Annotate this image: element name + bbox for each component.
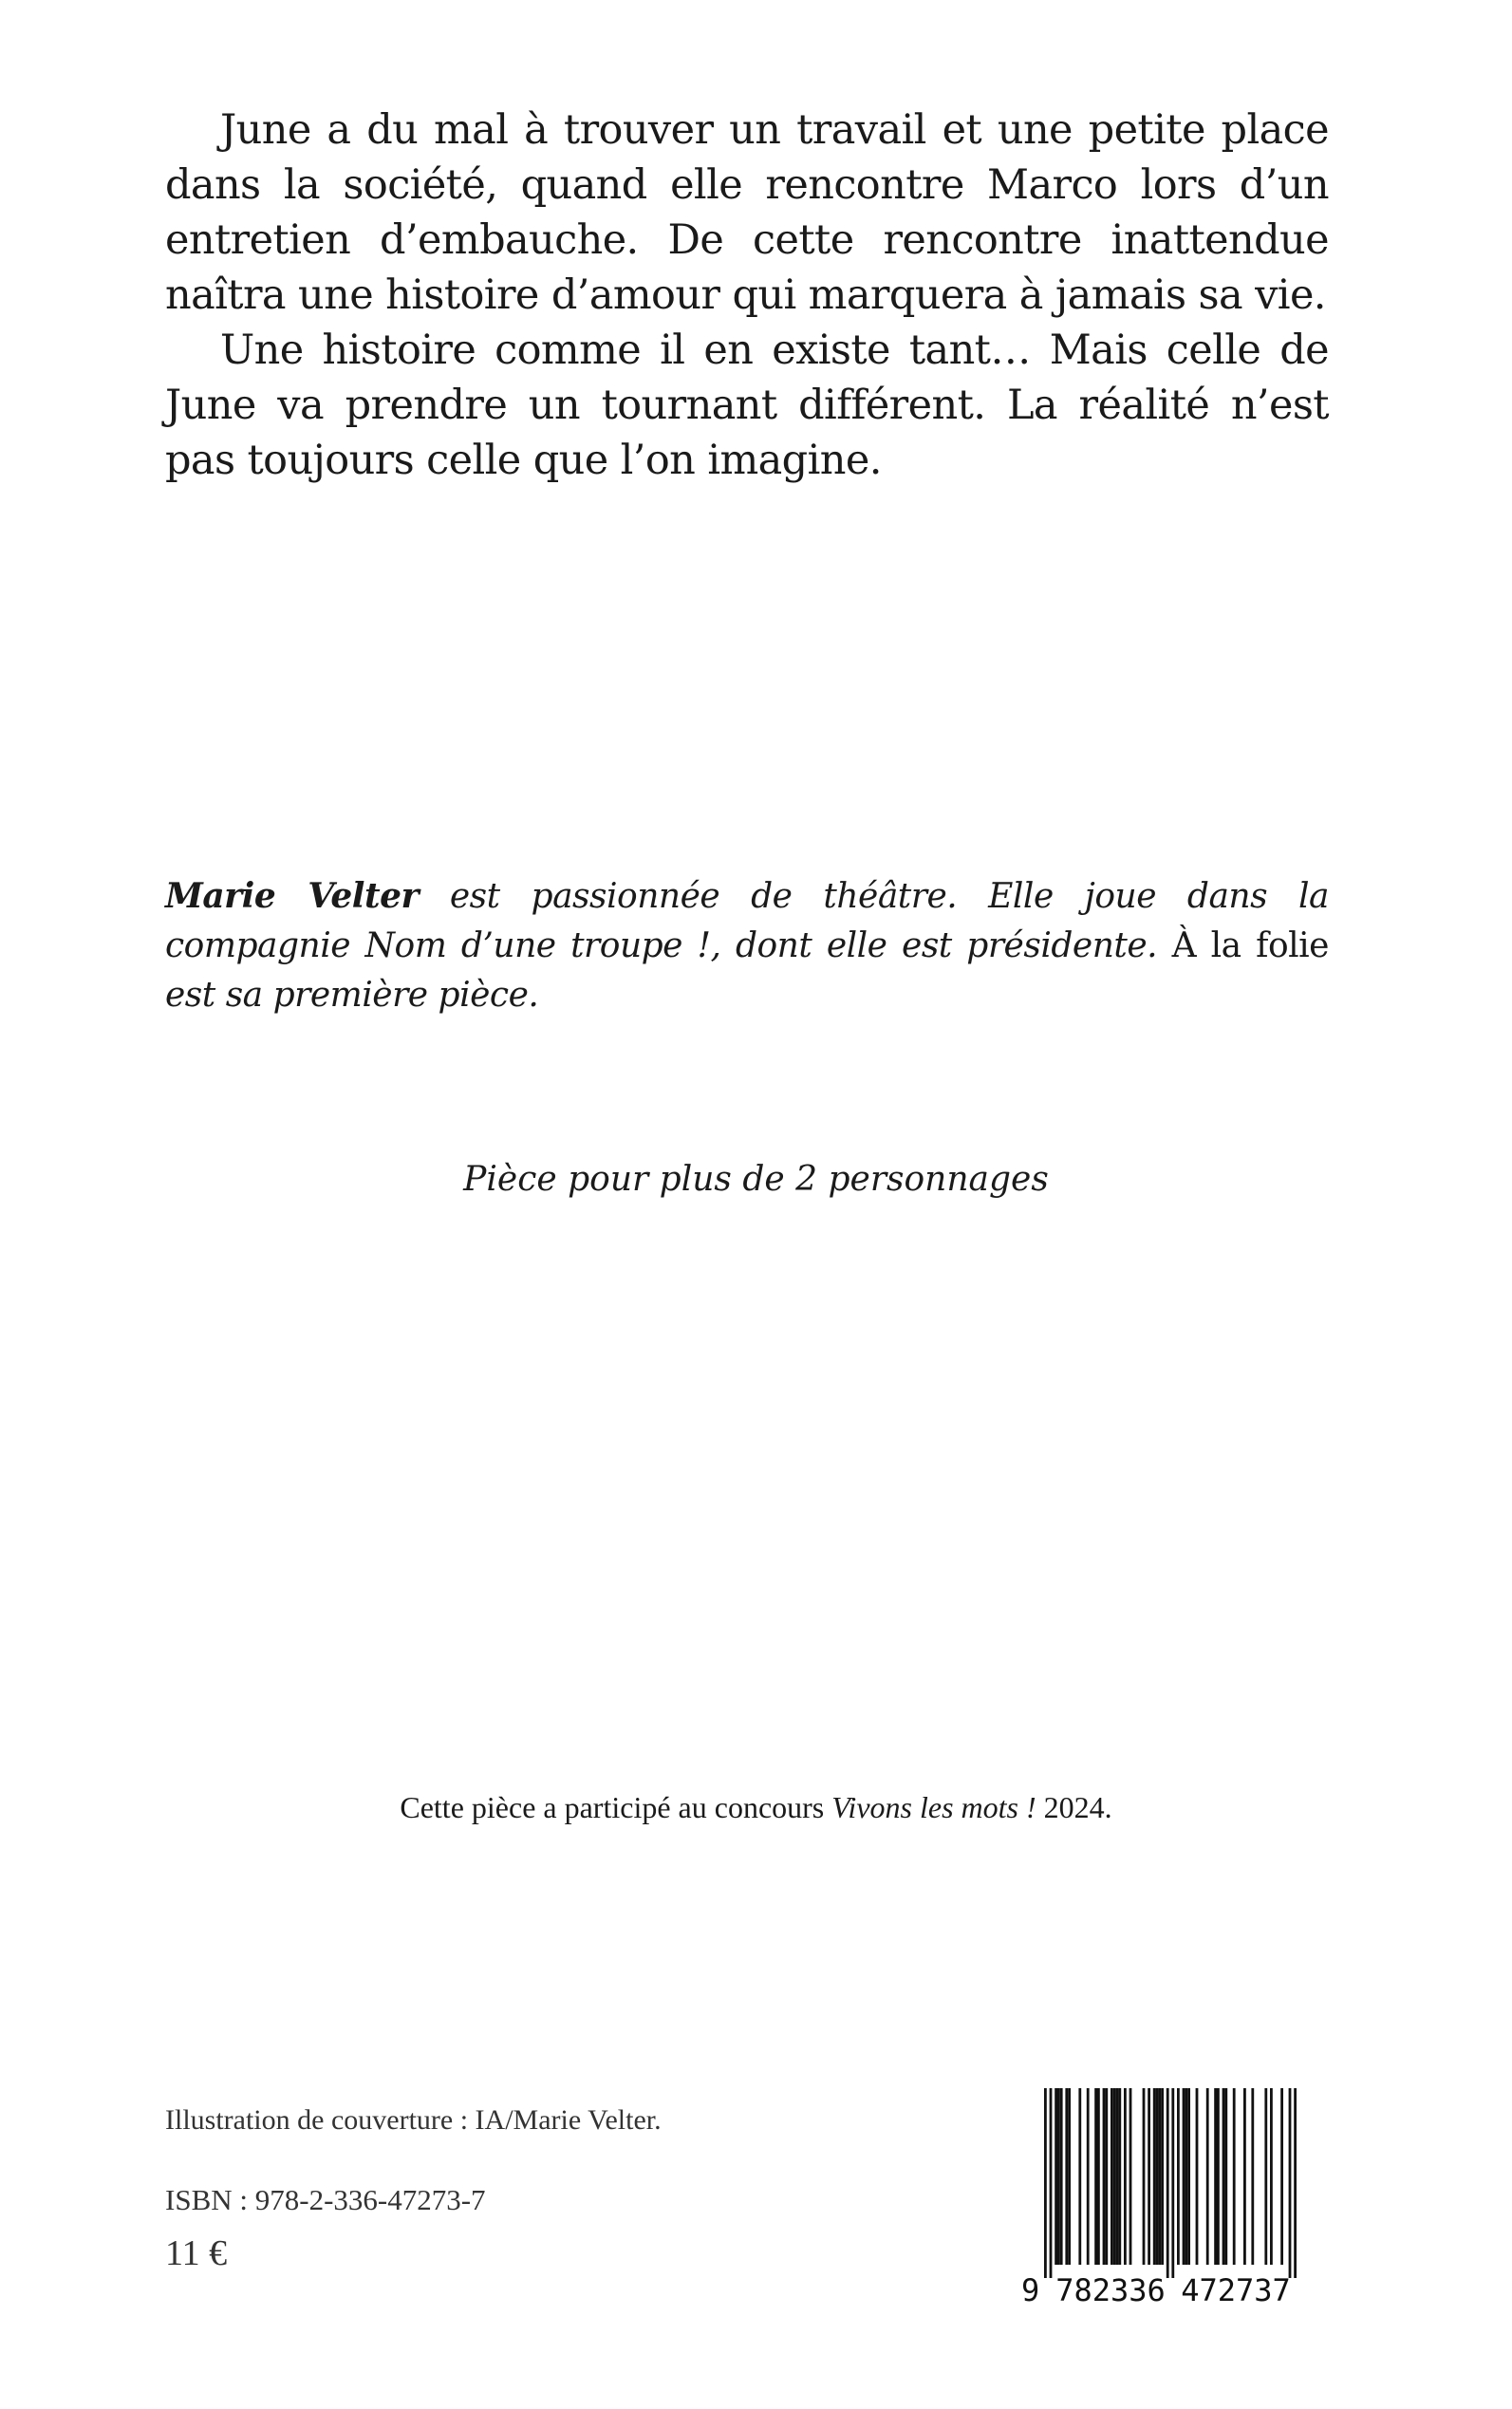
barcode-bar (1094, 2088, 1097, 2265)
barcode-bar (1224, 2088, 1227, 2265)
barcode-bar (1103, 2088, 1106, 2265)
barcode-bar (1044, 2088, 1047, 2278)
barcode-bar (1158, 2088, 1161, 2265)
barcode-bar (1050, 2088, 1053, 2278)
barcode-bar (1251, 2088, 1254, 2265)
barcode-bar (1105, 2088, 1108, 2265)
barcode-bar (1243, 2088, 1246, 2265)
barcode-right-group: 472737 (1181, 2272, 1291, 2306)
barcode-bar (1087, 2088, 1090, 2265)
barcode-bar (1183, 2088, 1185, 2265)
barcode-first-digit: 9 (1021, 2272, 1040, 2306)
author-bio-text-1: est passionnée de théâtre. Elle joue dans la compagnie Nom d’une troupe !, dont elle est présidente. (165, 877, 1329, 965)
barcode-bar (1233, 2088, 1236, 2265)
barcode-bar (1177, 2088, 1180, 2265)
barcode-bar (1196, 2088, 1199, 2265)
barcode-bar (1270, 2088, 1273, 2265)
barcode-bar (1057, 2088, 1060, 2265)
barcode-bar (1055, 2088, 1057, 2265)
barcode-bar (1264, 2088, 1267, 2265)
barcode-bar (1065, 2088, 1068, 2265)
barcode-bar (1148, 2088, 1150, 2265)
barcode (1014, 2086, 1316, 2306)
barcode-bar (1118, 2088, 1121, 2265)
barcode-bar (1129, 2088, 1132, 2265)
barcode-bar (1167, 2088, 1169, 2278)
barcode-bar (1214, 2088, 1217, 2265)
book-title: À la folie (1171, 926, 1329, 965)
barcode-bar (1078, 2088, 1081, 2265)
barcode-bar (1187, 2088, 1190, 2265)
barcode-bar (1068, 2088, 1071, 2265)
barcode-bar (1143, 2088, 1146, 2265)
illustration-credit: Illustration de couverture : IA/Marie Velter. (165, 2104, 662, 2136)
author-name: Marie Velter (165, 876, 419, 916)
contest-note (0, 1788, 1512, 1826)
barcode-bar (1217, 2088, 1220, 2265)
barcode-bar (1156, 2088, 1159, 2265)
barcode-bar (1294, 2088, 1297, 2278)
contest-name: Vivons les mots ! (831, 1790, 1036, 1824)
barcode-bar (1116, 2088, 1119, 2265)
contest-year: 2024. (1036, 1790, 1112, 1824)
barcode-bar (1161, 2088, 1164, 2265)
author-bio (165, 871, 1329, 1020)
barcode-bar (1289, 2088, 1292, 2278)
price: 11 € (165, 2233, 228, 2273)
barcode-bar (1223, 2088, 1225, 2265)
barcode-bar (1111, 2088, 1113, 2265)
barcode-bar (1060, 2088, 1063, 2265)
barcode-bar (1171, 2088, 1174, 2278)
barcode-bar (1097, 2088, 1100, 2265)
synopsis-paragraph-2: Une histoire comme il en existe tant… Mais celle de June va prendre un tournant différent. La réalité n’est pas toujours celle que l’on imagine. (165, 327, 1329, 484)
cast-note: Pièce pour plus de 2 personnages (463, 1160, 1049, 1199)
synopsis-paragraph-1: June a du mal à trouver un travail et une petite place dans la société, quand elle rencontre Marco lors d’un entretien d’embauche. De cette rencontre inattendue naîtra une histoire d’amour qui marquera à jamais sa vie. (165, 106, 1329, 319)
barcode-left-group: 782336 (1055, 2272, 1166, 2306)
barcode-bar (1124, 2088, 1127, 2265)
barcode-bar (1113, 2088, 1116, 2265)
barcode-bar (1185, 2088, 1187, 2265)
author-bio-text-2: est sa première pièce. (165, 976, 539, 1015)
synopsis (165, 103, 1329, 488)
contest-text: Cette pièce a participé au concours (400, 1790, 832, 1824)
barcode-bar (1280, 2088, 1283, 2265)
barcode-bar (1206, 2088, 1209, 2265)
barcode-bar (1153, 2088, 1156, 2265)
isbn: ISBN : 978-2-336-47273-7 (165, 2183, 486, 2216)
